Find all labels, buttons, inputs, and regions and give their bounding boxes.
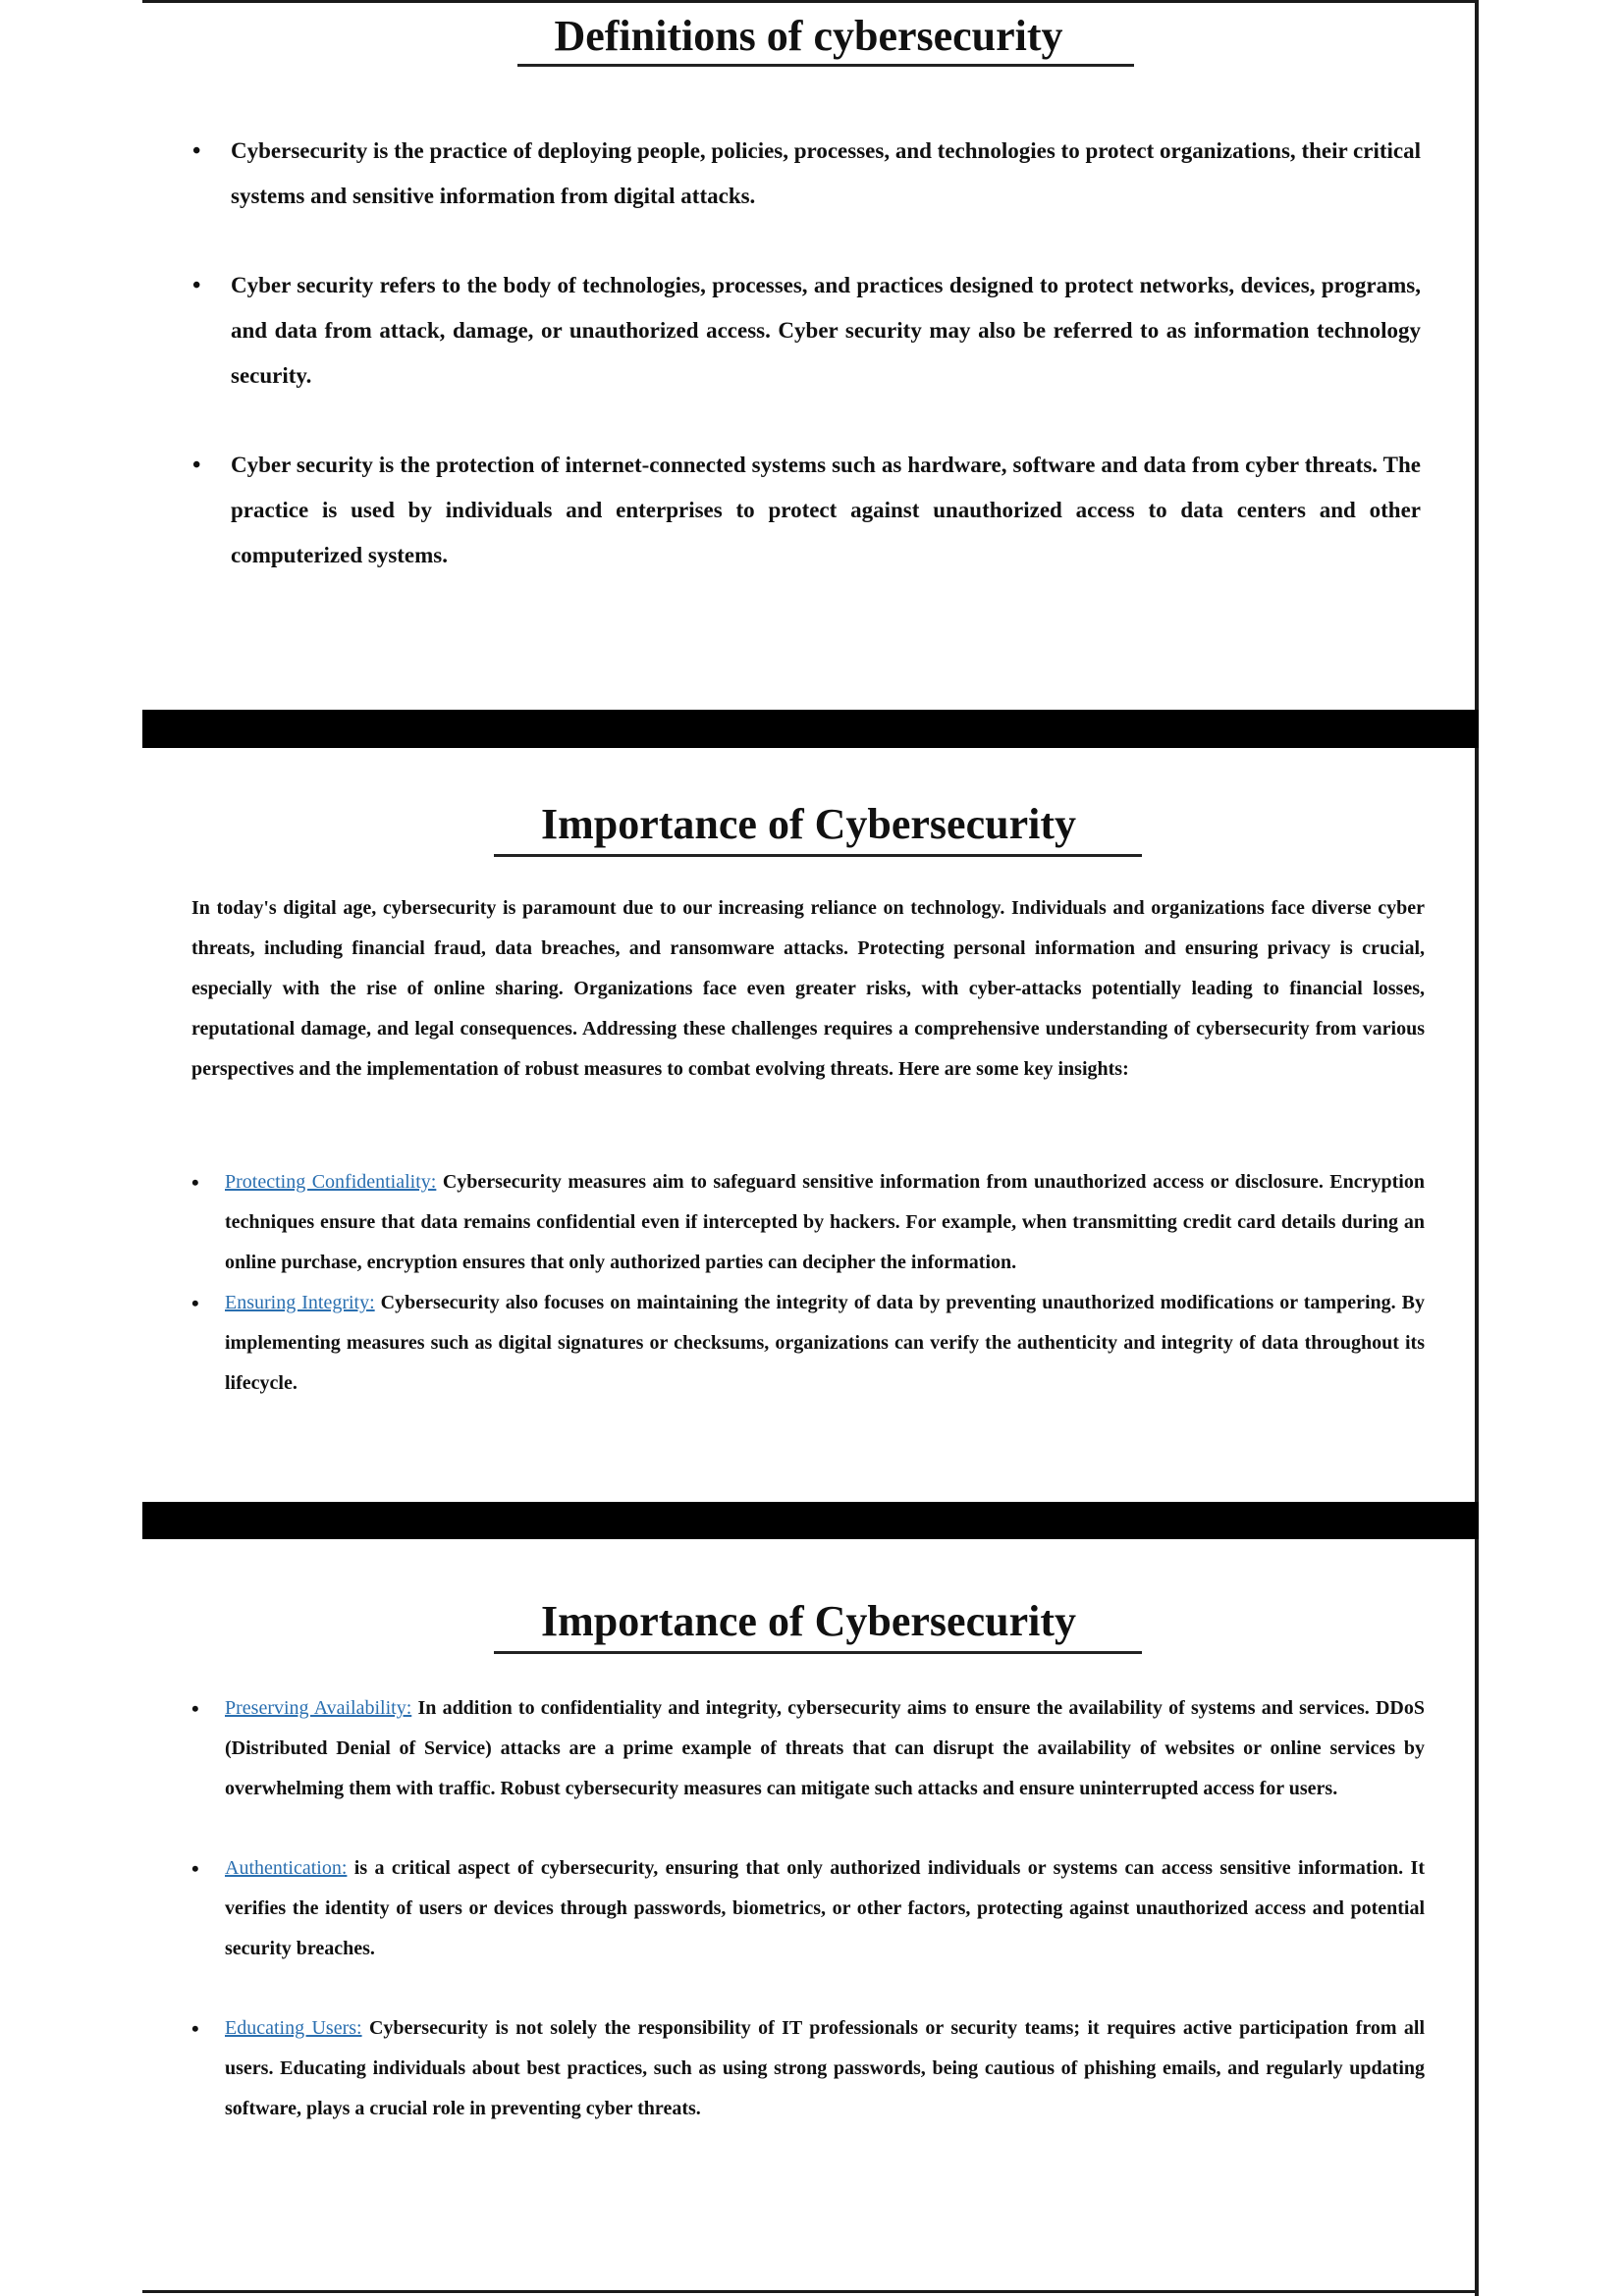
bullet-icon: •: [191, 1291, 199, 1315]
slide-importance-2: [142, 1539, 1475, 2290]
bullet-icon: •: [192, 453, 201, 478]
bullet-icon: •: [192, 273, 201, 298]
title-underline: [517, 64, 1134, 67]
intro-paragraph: In today's digital age, cybersecurity is paramount due to our increasing reliance on technology. Individuals and organizations face diverse cyber threats, including financial fraud, data breaches, and ransomware attacks. Protecting personal information and ensuring privacy is crucial, especially with the rise of online sharing. Organizations face even greater risks, with cyber-attacks potentially leading to financial losses, reputational damage, and legal consequences. Addressing these challenges requires a comprehensive understanding of cybersecurity from various perspectives and the implementation of robust measures to combat evolving threats. Here are some key insights:: [191, 897, 1425, 1080]
list-item: [192, 443, 1421, 578]
slide-title: Definitions of cybersecurity: [554, 12, 1063, 60]
bullet-icon: •: [191, 1856, 199, 1881]
term-link[interactable]: Educating Users:: [225, 2017, 362, 2039]
slide-definitions: [142, 3, 1475, 710]
definitions-list: [192, 129, 1563, 578]
list-item: [191, 2008, 1426, 2129]
list-item: [191, 1848, 1425, 1969]
bullet-text: Cybersecurity is the practice of deploying people, policies, processes, and technologies to protect organizations, their critical systems and sensitive information from digital attacks.: [231, 138, 1421, 208]
term-link[interactable]: Authentication:: [225, 1857, 348, 1879]
bullet-icon: •: [191, 1696, 199, 1721]
term-link[interactable]: Preserving Availability:: [225, 1697, 412, 1719]
list-item: [191, 1283, 1425, 1404]
bullet-icon: •: [192, 138, 201, 164]
list-item: [191, 1162, 1425, 1283]
list-item: [192, 263, 1421, 399]
bullet-text: Cyber security is the protection of internet-connected systems such as hardware, software and data from cyber threats. The practice is used by individuals and enterprises to protect against unauthorized access to data centers and other computerized systems.: [231, 453, 1421, 567]
bullet-text: Cybersecurity also focuses on maintaining the integrity of data by preventing unauthorized modifications or tampering. By implementing measures such as digital signatures or checksums, organizations can verify the authenticity and integrity of data throughout its lifecycle.: [225, 1292, 1425, 1394]
slide-title: Importance of Cybersecurity: [541, 1597, 1076, 1645]
bullet-icon: •: [191, 2016, 199, 2041]
bullet-text: In addition to confidentiality and integrity, cybersecurity aims to ensure the availability of systems and services. DDoS (Distributed Denial of Service) attacks are a prime example of threats that can disrupt the availability of websites or online services by overwhelming them with traffic. Robust cybersecurity measures can mitigate such attacks and ensure uninterrupted access for users.: [225, 1697, 1425, 1799]
title-underline: [494, 1651, 1142, 1654]
importance-list: [191, 1688, 1426, 2129]
bullet-icon: •: [191, 1170, 199, 1195]
bullet-text: is a critical aspect of cybersecurity, ensuring that only authorized individuals or systems can access sensitive information. It verifies the identity of users or devices through passwords, biometrics, or other factors, protecting against unauthorized access and potential security breaches.: [225, 1857, 1425, 1959]
bullet-text: Cybersecurity measures aim to safeguard sensitive information from unauthorized access or disclosure. Encryption techniques ensure that data remains confidential even if intercepted by hackers. For example, when transmitting credit card details during an online purchase, encryption ensures that only authorized parties can decipher the information.: [225, 1171, 1425, 1273]
slide-importance-1: [142, 748, 1475, 1502]
slide-separator: [142, 1502, 1479, 1539]
title-underline: [494, 854, 1142, 857]
importance-list: [191, 1162, 1425, 1404]
slide-separator: [142, 710, 1479, 748]
term-link[interactable]: Ensuring Integrity:: [225, 1292, 375, 1313]
bullet-text: Cybersecurity is not solely the responsibility of IT professionals or security teams; it requires active participation from all users. Educating individuals about best practices, such as using strong passwords, being cautious of phishing emails, and regularly updating software, plays a crucial role in preventing cyber threats.: [225, 2017, 1426, 2119]
bullet-text: Cyber security refers to the body of technologies, processes, and practices designed to protect networks, devices, programs, and data from attack, damage, or unauthorized access. Cyber security may also be referred to as information technology security.: [231, 273, 1421, 388]
page-bottom-border: [142, 2290, 1479, 2293]
slide-title: Importance of Cybersecurity: [541, 800, 1076, 848]
term-link[interactable]: Protecting Confidentiality:: [225, 1171, 437, 1193]
list-item: [191, 1688, 1425, 1809]
list-item: [192, 129, 1421, 219]
